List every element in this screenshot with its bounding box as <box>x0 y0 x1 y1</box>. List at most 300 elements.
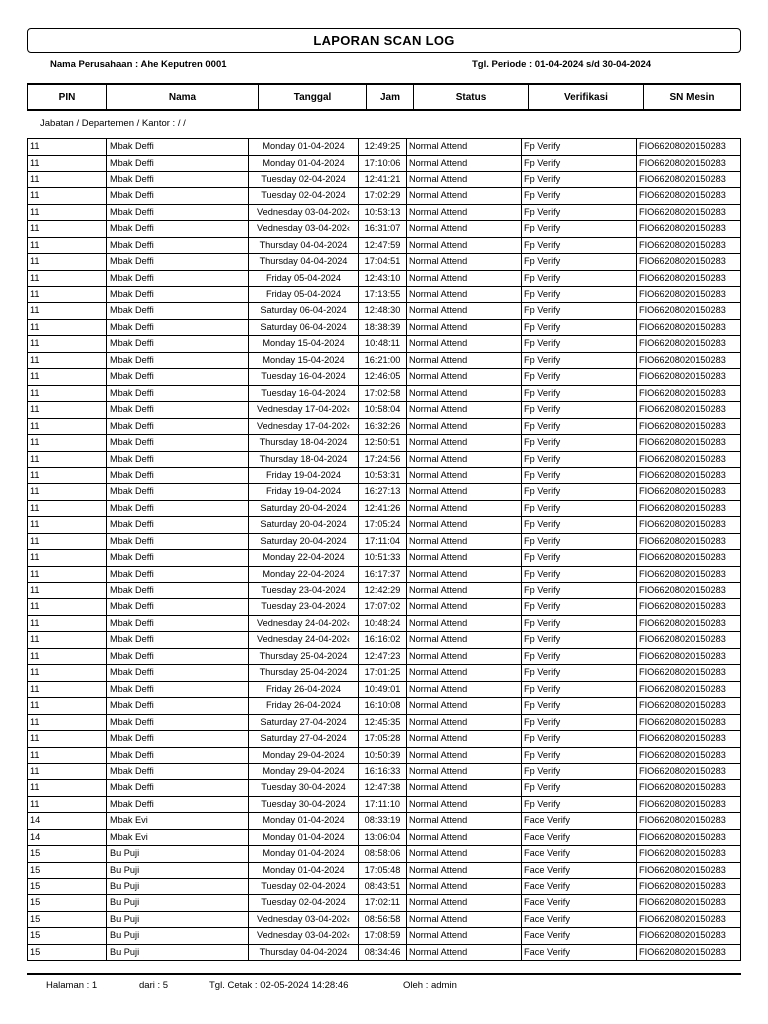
footer-page: Halaman : 1 <box>46 980 98 991</box>
cell-verifikasi: Fp Verify <box>521 583 636 598</box>
cell-pin: 11 <box>27 567 106 583</box>
col-header-verifikasi: Verifikasi <box>529 85 644 109</box>
cell-tanggal: Friday 26-04-2024 <box>248 682 358 697</box>
footer-total-pages: dari : 5 <box>139 980 169 991</box>
cell-nama: Mbak Deffi <box>106 452 248 467</box>
cell-nama: Bu Puji <box>106 945 248 960</box>
table-row <box>27 945 741 961</box>
cell-jam: 12:42:29 <box>358 583 406 598</box>
cell-nama: Bu Puji <box>106 928 248 944</box>
cell-pin: 11 <box>27 435 106 451</box>
cell-verifikasi: Fp Verify <box>521 632 636 648</box>
cell-status: Normal Attend <box>406 386 521 401</box>
cell-tanggal: Monday 22-04-2024 <box>248 550 358 565</box>
cell-jam: 13:06:04 <box>358 830 406 846</box>
cell-sn-mesin: FIO66208020150283 <box>636 616 741 631</box>
cell-jam: 17:04:51 <box>358 254 406 269</box>
cell-jam: 16:31:07 <box>358 221 406 236</box>
cell-sn-mesin: FIO66208020150283 <box>636 303 741 319</box>
table-row <box>27 764 741 781</box>
cell-verifikasi: Fp Verify <box>521 419 636 434</box>
table-row <box>27 632 741 649</box>
cell-sn-mesin: FIO66208020150283 <box>636 632 741 648</box>
cell-pin: 11 <box>27 550 106 565</box>
cell-pin: 11 <box>27 780 106 795</box>
cell-pin: 11 <box>27 287 106 302</box>
cell-jam: 12:48:30 <box>358 303 406 319</box>
cell-verifikasi: Fp Verify <box>521 501 636 517</box>
table-row <box>27 435 741 452</box>
cell-verifikasi: Fp Verify <box>521 534 636 550</box>
cell-status: Normal Attend <box>406 764 521 780</box>
cell-pin: 11 <box>27 665 106 681</box>
cell-status: Normal Attend <box>406 156 521 171</box>
cell-nama: Mbak Deffi <box>106 353 248 368</box>
cell-sn-mesin: FIO66208020150283 <box>636 468 741 484</box>
cell-tanggal: Saturday 20-04-2024 <box>248 501 358 517</box>
cell-verifikasi: Fp Verify <box>521 238 636 254</box>
cell-verifikasi: Fp Verify <box>521 484 636 499</box>
cell-nama: Mbak Deffi <box>106 271 248 287</box>
cell-tanggal: Vednesday 17-04-202‹ <box>248 419 358 434</box>
cell-sn-mesin: FIO66208020150283 <box>636 813 741 828</box>
table-row <box>27 731 741 748</box>
cell-tanggal: Tuesday 02-04-2024 <box>248 895 358 911</box>
cell-nama: Bu Puji <box>106 863 248 879</box>
cell-pin: 11 <box>27 402 106 418</box>
cell-jam: 17:02:58 <box>358 386 406 401</box>
cell-sn-mesin: FIO66208020150283 <box>636 501 741 517</box>
cell-sn-mesin: FIO66208020150283 <box>636 715 741 730</box>
cell-nama: Mbak Deffi <box>106 419 248 434</box>
scan-log-table <box>27 138 741 961</box>
table-row <box>27 205 741 222</box>
cell-nama: Mbak Deffi <box>106 320 248 335</box>
cell-jam: 17:11:10 <box>358 797 406 813</box>
cell-verifikasi: Fp Verify <box>521 336 636 352</box>
cell-nama: Mbak Deffi <box>106 649 248 664</box>
cell-nama: Mbak Deffi <box>106 797 248 813</box>
cell-verifikasi: Fp Verify <box>521 764 636 780</box>
table-row <box>27 912 741 928</box>
cell-sn-mesin: FIO66208020150283 <box>636 238 741 254</box>
cell-nama: Mbak Deffi <box>106 682 248 697</box>
cell-nama: Bu Puji <box>106 879 248 894</box>
cell-jam: 10:53:13 <box>358 205 406 221</box>
table-row <box>27 748 741 764</box>
cell-pin: 15 <box>27 879 106 894</box>
cell-pin: 15 <box>27 928 106 944</box>
cell-tanggal: Monday 01-04-2024 <box>248 846 358 861</box>
cell-tanggal: Tuesday 30-04-2024 <box>248 797 358 813</box>
cell-nama: Mbak Deffi <box>106 468 248 484</box>
cell-pin: 15 <box>27 863 106 879</box>
cell-sn-mesin: FIO66208020150283 <box>636 797 741 813</box>
cell-tanggal: Friday 05-04-2024 <box>248 271 358 287</box>
cell-sn-mesin: FIO66208020150283 <box>636 156 741 171</box>
table-row <box>27 715 741 731</box>
cell-jam: 12:46:05 <box>358 369 406 385</box>
cell-sn-mesin: FIO66208020150283 <box>636 928 741 944</box>
cell-jam: 12:41:26 <box>358 501 406 517</box>
cell-verifikasi: Fp Verify <box>521 468 636 484</box>
cell-nama: Mbak Deffi <box>106 139 248 155</box>
cell-verifikasi: Fp Verify <box>521 139 636 155</box>
cell-nama: Mbak Deffi <box>106 698 248 714</box>
cell-tanggal: Thursday 04-04-2024 <box>248 945 358 960</box>
col-header-jam: Jam <box>367 85 414 109</box>
cell-pin: 11 <box>27 336 106 352</box>
cell-jam: 16:27:13 <box>358 484 406 499</box>
cell-nama: Mbak Deffi <box>106 287 248 302</box>
cell-nama: Mbak Deffi <box>106 534 248 550</box>
cell-pin: 11 <box>27 238 106 254</box>
cell-verifikasi: Face Verify <box>521 830 636 846</box>
cell-status: Normal Attend <box>406 715 521 730</box>
cell-tanggal: Vednesday 24-04-202‹ <box>248 616 358 631</box>
cell-verifikasi: Face Verify <box>521 863 636 879</box>
cell-status: Normal Attend <box>406 616 521 631</box>
cell-jam: 10:48:11 <box>358 336 406 352</box>
cell-tanggal: Saturday 20-04-2024 <box>248 517 358 532</box>
cell-pin: 11 <box>27 484 106 499</box>
cell-nama: Mbak Deffi <box>106 616 248 631</box>
col-header-status: Status <box>414 85 529 109</box>
cell-nama: Mbak Deffi <box>106 254 248 269</box>
cell-jam: 12:47:38 <box>358 780 406 795</box>
cell-tanggal: Monday 01-04-2024 <box>248 863 358 879</box>
cell-pin: 15 <box>27 846 106 861</box>
cell-jam: 12:43:10 <box>358 271 406 287</box>
cell-tanggal: Monday 01-04-2024 <box>248 156 358 171</box>
table-row <box>27 484 741 500</box>
table-row <box>27 813 741 829</box>
report-title: LAPORAN SCAN LOG <box>27 28 741 53</box>
table-row <box>27 402 741 419</box>
table-row <box>27 172 741 189</box>
cell-nama: Mbak Deffi <box>106 665 248 681</box>
cell-verifikasi: Face Verify <box>521 895 636 911</box>
cell-nama: Mbak Deffi <box>106 517 248 532</box>
cell-verifikasi: Fp Verify <box>521 797 636 813</box>
cell-status: Normal Attend <box>406 287 521 302</box>
cell-sn-mesin: FIO66208020150283 <box>636 764 741 780</box>
cell-verifikasi: Fp Verify <box>521 221 636 236</box>
cell-pin: 11 <box>27 517 106 532</box>
cell-sn-mesin: FIO66208020150283 <box>636 912 741 927</box>
cell-pin: 11 <box>27 649 106 664</box>
cell-status: Normal Attend <box>406 172 521 188</box>
cell-jam: 10:53:31 <box>358 468 406 484</box>
cell-status: Normal Attend <box>406 550 521 565</box>
cell-nama: Mbak Evi <box>106 813 248 828</box>
cell-jam: 12:47:23 <box>358 649 406 664</box>
cell-pin: 11 <box>27 797 106 813</box>
cell-pin: 11 <box>27 715 106 730</box>
cell-verifikasi: Fp Verify <box>521 731 636 747</box>
cell-tanggal: Saturday 06-04-2024 <box>248 303 358 319</box>
cell-jam: 08:34:46 <box>358 945 406 960</box>
cell-pin: 11 <box>27 748 106 763</box>
cell-tanggal: Tuesday 16-04-2024 <box>248 369 358 385</box>
cell-jam: 12:45:35 <box>358 715 406 730</box>
cell-status: Normal Attend <box>406 698 521 714</box>
cell-nama: Mbak Deffi <box>106 386 248 401</box>
col-header-pin: PIN <box>28 85 107 109</box>
cell-tanggal: Vednesday 17-04-202‹ <box>248 402 358 418</box>
cell-sn-mesin: FIO66208020150283 <box>636 419 741 434</box>
cell-nama: Mbak Deffi <box>106 780 248 795</box>
cell-nama: Mbak Deffi <box>106 369 248 385</box>
cell-verifikasi: Fp Verify <box>521 188 636 203</box>
cell-verifikasi: Fp Verify <box>521 435 636 451</box>
cell-sn-mesin: FIO66208020150283 <box>636 748 741 763</box>
cell-status: Normal Attend <box>406 221 521 236</box>
cell-jam: 12:41:21 <box>358 172 406 188</box>
cell-verifikasi: Fp Verify <box>521 748 636 763</box>
cell-status: Normal Attend <box>406 517 521 532</box>
cell-verifikasi: Fp Verify <box>521 599 636 615</box>
cell-status: Normal Attend <box>406 682 521 697</box>
cell-pin: 11 <box>27 254 106 269</box>
table-row <box>27 550 741 566</box>
cell-sn-mesin: FIO66208020150283 <box>636 731 741 747</box>
cell-nama: Mbak Deffi <box>106 764 248 780</box>
cell-verifikasi: Fp Verify <box>521 172 636 188</box>
cell-nama: Mbak Deffi <box>106 156 248 171</box>
cell-tanggal: Thursday 04-04-2024 <box>248 254 358 269</box>
cell-pin: 11 <box>27 271 106 287</box>
cell-pin: 11 <box>27 731 106 747</box>
cell-status: Normal Attend <box>406 320 521 335</box>
cell-jam: 16:10:08 <box>358 698 406 714</box>
cell-verifikasi: Face Verify <box>521 813 636 828</box>
cell-sn-mesin: FIO66208020150283 <box>636 945 741 960</box>
cell-jam: 08:58:06 <box>358 846 406 861</box>
cell-tanggal: Tuesday 23-04-2024 <box>248 583 358 598</box>
cell-nama: Mbak Deffi <box>106 550 248 565</box>
cell-nama: Mbak Deffi <box>106 567 248 583</box>
cell-verifikasi: Face Verify <box>521 879 636 894</box>
cell-tanggal: Tuesday 02-04-2024 <box>248 188 358 203</box>
cell-sn-mesin: FIO66208020150283 <box>636 139 741 155</box>
table-row <box>27 863 741 880</box>
cell-status: Normal Attend <box>406 353 521 368</box>
cell-sn-mesin: FIO66208020150283 <box>636 205 741 221</box>
table-row <box>27 616 741 632</box>
col-header-nama: Nama <box>107 85 259 109</box>
cell-jam: 16:21:00 <box>358 353 406 368</box>
table-header <box>27 83 741 111</box>
cell-tanggal: Monday 15-04-2024 <box>248 336 358 352</box>
cell-verifikasi: Fp Verify <box>521 386 636 401</box>
cell-pin: 11 <box>27 172 106 188</box>
cell-tanggal: Saturday 27-04-2024 <box>248 715 358 730</box>
cell-jam: 10:49:01 <box>358 682 406 697</box>
cell-status: Normal Attend <box>406 879 521 894</box>
cell-sn-mesin: FIO66208020150283 <box>636 369 741 385</box>
cell-tanggal: Vednesday 03-04-202‹ <box>248 928 358 944</box>
company-name: Nama Perusahaan : Ahe Keputren 0001 <box>50 59 227 70</box>
table-row <box>27 780 741 796</box>
table-row <box>27 583 741 599</box>
cell-nama: Mbak Deffi <box>106 303 248 319</box>
cell-sn-mesin: FIO66208020150283 <box>636 435 741 451</box>
footer-divider <box>27 973 741 975</box>
cell-jam: 08:56:58 <box>358 912 406 927</box>
cell-pin: 11 <box>27 583 106 598</box>
cell-status: Normal Attend <box>406 484 521 499</box>
cell-verifikasi: Fp Verify <box>521 271 636 287</box>
cell-pin: 14 <box>27 813 106 828</box>
cell-sn-mesin: FIO66208020150283 <box>636 287 741 302</box>
table-row <box>27 846 741 862</box>
cell-sn-mesin: FIO66208020150283 <box>636 698 741 714</box>
cell-sn-mesin: FIO66208020150283 <box>636 830 741 846</box>
cell-status: Normal Attend <box>406 748 521 763</box>
cell-tanggal: Vednesday 24-04-202‹ <box>248 632 358 648</box>
cell-status: Normal Attend <box>406 830 521 846</box>
cell-verifikasi: Fp Verify <box>521 205 636 221</box>
cell-tanggal: Tuesday 23-04-2024 <box>248 599 358 615</box>
cell-sn-mesin: FIO66208020150283 <box>636 879 741 894</box>
cell-pin: 11 <box>27 419 106 434</box>
cell-tanggal: Monday 22-04-2024 <box>248 567 358 583</box>
cell-jam: 08:43:51 <box>358 879 406 894</box>
cell-sn-mesin: FIO66208020150283 <box>636 271 741 287</box>
table-row <box>27 517 741 533</box>
cell-pin: 15 <box>27 895 106 911</box>
cell-sn-mesin: FIO66208020150283 <box>636 172 741 188</box>
table-row <box>27 254 741 270</box>
cell-jam: 08:33:19 <box>358 813 406 828</box>
cell-status: Normal Attend <box>406 254 521 269</box>
cell-pin: 11 <box>27 221 106 236</box>
cell-pin: 11 <box>27 205 106 221</box>
cell-status: Normal Attend <box>406 188 521 203</box>
cell-verifikasi: Fp Verify <box>521 682 636 697</box>
footer-printed-by: Oleh : admin <box>403 980 457 991</box>
cell-tanggal: Friday 26-04-2024 <box>248 698 358 714</box>
cell-jam: 17:11:04 <box>358 534 406 550</box>
table-row <box>27 682 741 698</box>
cell-nama: Mbak Deffi <box>106 336 248 352</box>
table-row <box>27 895 741 912</box>
cell-tanggal: Friday 05-04-2024 <box>248 287 358 302</box>
col-header-tanggal: Tanggal <box>259 85 367 109</box>
report-period: Tgl. Periode : 01-04-2024 s/d 30-04-2024 <box>472 59 652 70</box>
cell-pin: 11 <box>27 320 106 335</box>
cell-status: Normal Attend <box>406 863 521 879</box>
cell-nama: Mbak Deffi <box>106 188 248 203</box>
table-row <box>27 830 741 847</box>
cell-nama: Mbak Deffi <box>106 715 248 730</box>
cell-nama: Mbak Evi <box>106 830 248 846</box>
cell-tanggal: Tuesday 02-04-2024 <box>248 879 358 894</box>
cell-pin: 14 <box>27 830 106 846</box>
cell-pin: 11 <box>27 353 106 368</box>
table-row <box>27 665 741 682</box>
cell-sn-mesin: FIO66208020150283 <box>636 517 741 532</box>
cell-verifikasi: Fp Verify <box>521 287 636 302</box>
cell-sn-mesin: FIO66208020150283 <box>636 895 741 911</box>
cell-verifikasi: Face Verify <box>521 945 636 960</box>
cell-sn-mesin: FIO66208020150283 <box>636 583 741 598</box>
cell-verifikasi: Fp Verify <box>521 649 636 664</box>
col-header-sn-mesin: SN Mesin <box>644 85 741 109</box>
cell-verifikasi: Fp Verify <box>521 665 636 681</box>
table-row <box>27 649 741 665</box>
cell-jam: 12:50:51 <box>358 435 406 451</box>
cell-sn-mesin: FIO66208020150283 <box>636 402 741 418</box>
cell-status: Normal Attend <box>406 419 521 434</box>
table-row <box>27 320 741 336</box>
cell-tanggal: Tuesday 30-04-2024 <box>248 780 358 795</box>
cell-status: Normal Attend <box>406 583 521 598</box>
cell-tanggal: Vednesday 03-04-202‹ <box>248 205 358 221</box>
cell-sn-mesin: FIO66208020150283 <box>636 484 741 499</box>
cell-sn-mesin: FIO66208020150283 <box>636 221 741 236</box>
cell-nama: Mbak Deffi <box>106 205 248 221</box>
cell-pin: 11 <box>27 698 106 714</box>
cell-verifikasi: Face Verify <box>521 846 636 861</box>
cell-jam: 10:48:24 <box>358 616 406 631</box>
group-label: Jabatan / Departemen / Kantor : / / <box>40 118 186 129</box>
cell-status: Normal Attend <box>406 452 521 467</box>
cell-sn-mesin: FIO66208020150283 <box>636 863 741 879</box>
cell-nama: Mbak Deffi <box>106 238 248 254</box>
cell-status: Normal Attend <box>406 238 521 254</box>
cell-status: Normal Attend <box>406 336 521 352</box>
cell-status: Normal Attend <box>406 731 521 747</box>
cell-tanggal: Friday 19-04-2024 <box>248 468 358 484</box>
cell-sn-mesin: FIO66208020150283 <box>636 599 741 615</box>
cell-pin: 11 <box>27 452 106 467</box>
cell-status: Normal Attend <box>406 303 521 319</box>
cell-jam: 16:16:33 <box>358 764 406 780</box>
cell-nama: Mbak Deffi <box>106 632 248 648</box>
table-row <box>27 287 741 303</box>
cell-status: Normal Attend <box>406 945 521 960</box>
cell-verifikasi: Fp Verify <box>521 320 636 335</box>
cell-tanggal: Saturday 20-04-2024 <box>248 534 358 550</box>
cell-status: Normal Attend <box>406 435 521 451</box>
cell-pin: 11 <box>27 501 106 517</box>
table-row <box>27 468 741 485</box>
cell-verifikasi: Fp Verify <box>521 156 636 171</box>
cell-tanggal: Thursday 25-04-2024 <box>248 649 358 664</box>
cell-status: Normal Attend <box>406 402 521 418</box>
table-row <box>27 534 741 551</box>
cell-tanggal: Thursday 18-04-2024 <box>248 435 358 451</box>
cell-status: Normal Attend <box>406 271 521 287</box>
cell-jam: 16:17:37 <box>358 567 406 583</box>
cell-nama: Mbak Deffi <box>106 583 248 598</box>
cell-nama: Mbak Deffi <box>106 501 248 517</box>
cell-tanggal: Vednesday 03-04-202‹ <box>248 221 358 236</box>
cell-status: Normal Attend <box>406 139 521 155</box>
cell-jam: 17:02:11 <box>358 895 406 911</box>
cell-nama: Bu Puji <box>106 846 248 861</box>
cell-jam: 10:58:04 <box>358 402 406 418</box>
table-row <box>27 336 741 353</box>
cell-status: Normal Attend <box>406 205 521 221</box>
table-row <box>27 698 741 715</box>
cell-nama: Mbak Deffi <box>106 484 248 499</box>
cell-status: Normal Attend <box>406 780 521 795</box>
cell-tanggal: Monday 15-04-2024 <box>248 353 358 368</box>
cell-nama: Mbak Deffi <box>106 221 248 236</box>
